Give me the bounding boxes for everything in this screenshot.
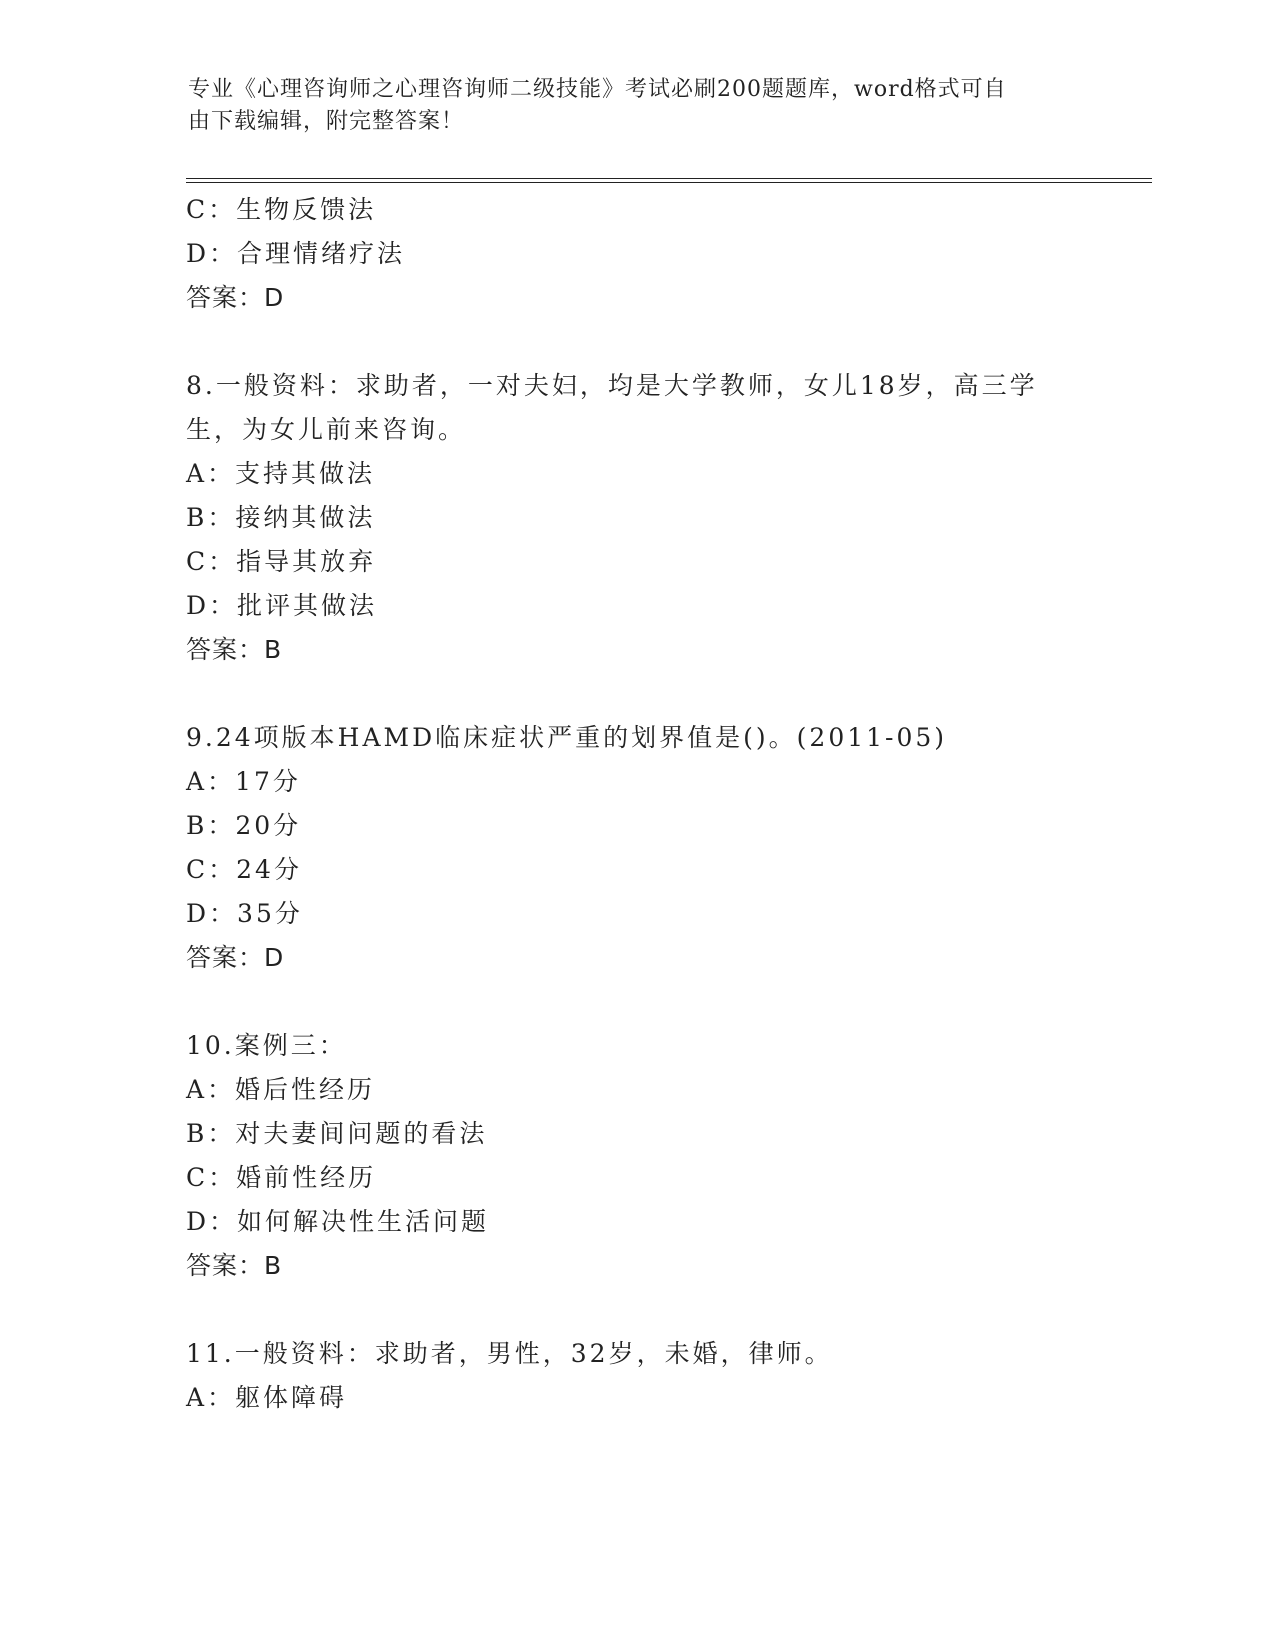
option-a-q9: A：17分 bbox=[186, 767, 301, 796]
header-line-1: 专业《心理咨询师之心理咨询师二级技能》考试必刷200题题库，word格式可自 bbox=[188, 77, 1007, 102]
option-b-q8: B：接纳其做法 bbox=[186, 503, 376, 532]
option-d-q10: D：如何解决性生活问题 bbox=[186, 1207, 490, 1236]
option-d-q8: D：批评其做法 bbox=[186, 591, 378, 620]
option-a-q11: A：躯体障碍 bbox=[186, 1383, 348, 1412]
answer-q9: 答案：D bbox=[186, 943, 285, 972]
option-b-q9: B：20分 bbox=[186, 811, 302, 840]
option-c-q7: C：生物反馈法 bbox=[186, 195, 377, 224]
answer-q8: 答案：B bbox=[186, 635, 283, 664]
answer-q10: 答案：B bbox=[186, 1251, 283, 1280]
option-c-q9: C：24分 bbox=[186, 855, 302, 884]
option-a-q8: A：支持其做法 bbox=[186, 459, 376, 488]
question-9: 9.24项版本HAMD临床症状严重的划界值是()。(2011-05) bbox=[186, 723, 948, 752]
question-8-line-2: 生，为女儿前来咨询。 bbox=[186, 415, 467, 444]
option-c-q10: C：婚前性经历 bbox=[186, 1163, 377, 1192]
question-10: 10.案例三： bbox=[186, 1031, 347, 1060]
option-a-q10: A：婚后性经历 bbox=[186, 1075, 376, 1104]
option-c-q8: C：指导其放弃 bbox=[186, 547, 377, 576]
answer-q7: 答案：D bbox=[186, 283, 285, 312]
header-divider-bottom bbox=[186, 182, 1152, 183]
option-b-q10: B：对夫妻间问题的看法 bbox=[186, 1119, 488, 1148]
question-8-line-1: 8.一般资料：求助者，一对夫妇，均是大学教师，女儿18岁，高三学 bbox=[186, 371, 1038, 400]
question-11: 11.一般资料：求助者，男性，32岁，未婚，律师。 bbox=[186, 1339, 833, 1368]
option-d-q7: D：合理情绪疗法 bbox=[186, 239, 406, 268]
document-header bbox=[188, 74, 1068, 138]
option-d-q9: D：35分 bbox=[186, 899, 303, 928]
header-line-2: 由下载编辑，附完整答案！ bbox=[188, 109, 465, 134]
header-divider-top bbox=[186, 178, 1152, 179]
